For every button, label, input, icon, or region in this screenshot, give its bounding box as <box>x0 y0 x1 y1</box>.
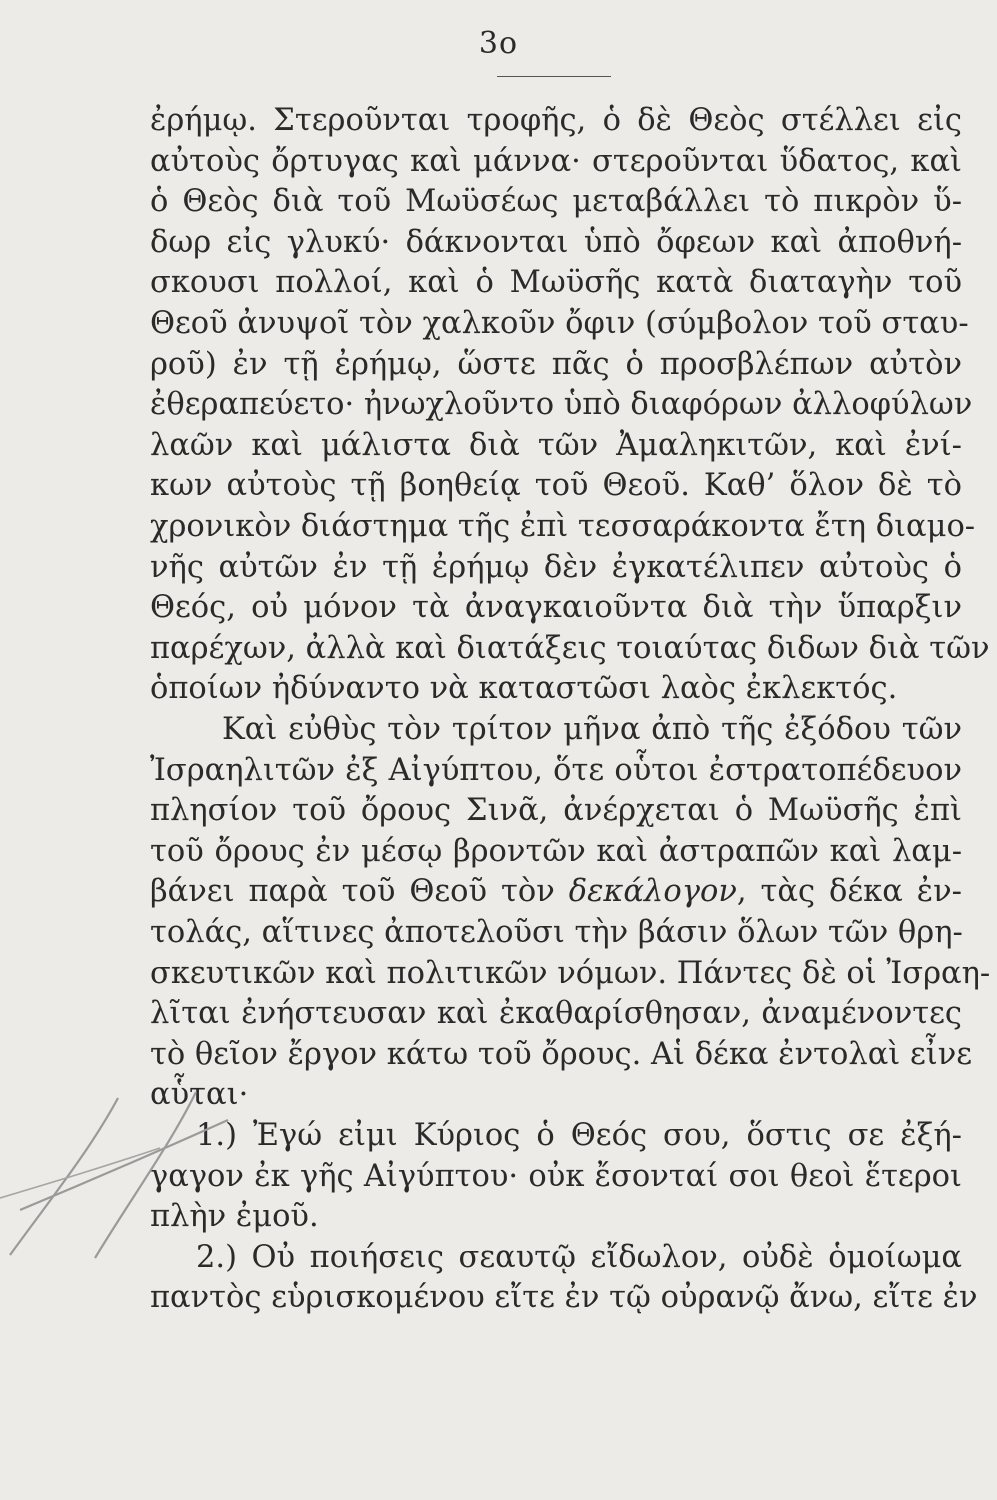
text-segment: , τὰς δέκα ἐν- <box>736 874 962 910</box>
text-line: πλὴν ἐμοῦ. <box>150 1199 319 1235</box>
page-number: 3o <box>478 26 519 61</box>
text-line: νῆς αὐτῶν ἐν τῇ ἐρήμῳ δὲν ἐγκατέλιπεν αὐτοὺς ὁ <box>150 549 962 585</box>
text-line: τοῦ ὄρους ἐν μέσῳ βροντῶν καὶ ἀστραπῶν καὶ λαμ- <box>150 833 962 869</box>
header-rule <box>497 76 611 77</box>
pencil-mark <box>0 1090 230 1260</box>
text-line: κων αὐτοὺς τῇ βοηθείᾳ τοῦ Θεοῦ. Καθ’ ὅλον δὲ τὸ <box>150 468 962 504</box>
emphasized-word: δεκάλογον <box>568 874 737 910</box>
text-line: χρονικὸν διάστημα τῆς ἐπὶ τεσσαράκοντα ἔτη διαμο- <box>150 509 976 544</box>
text-line <box>150 872 962 912</box>
text-segment: βάνει παρὰ τοῦ Θεοῦ τὸν <box>150 874 569 910</box>
text-line: ἐρήμῳ. Στεροῦνται τροφῆς, ὁ δὲ Θεὸς στέλλει εἰς <box>150 103 962 138</box>
text-line: πλησίον τοῦ ὄρους Σινᾶ, ἀνέρχεται ὁ Μωϋσῆς ἐπὶ <box>150 793 962 829</box>
text-line: 2.) Οὐ ποιήσεις σεαυτῷ εἴδωλον, οὐδὲ ὁμοίωμα <box>196 1239 962 1275</box>
text-line: λῖται ἐνήστευσαν καὶ ἐκαθαρίσθησαν, ἀναμένοντες <box>150 996 962 1032</box>
text-line: ροῦ) ἐν τῇ ἐρήμῳ, ὥστε πᾶς ὁ προσβλέπων αὐτὸν <box>150 346 962 382</box>
text-line: αὗται· <box>150 1077 249 1113</box>
text-line: σκευτικῶν καὶ πολιτικῶν νόμων. Πάντες δὲ οἱ Ἰσραη- <box>150 955 991 991</box>
text-line: λαῶν καὶ μάλιστα διὰ τῶν Ἀμαληκιτῶν, καὶ ἐνί- <box>150 427 962 463</box>
text-line: Θεός, οὐ μόνον τὰ ἀναγκαιοῦντα διὰ τὴν ὕπαρξιν <box>150 590 962 626</box>
text-line: ὁποίων ἠδύναντο νὰ καταστῶσι λαὸς ἐκλεκτός. <box>150 671 898 707</box>
text-line: παντὸς εὑρισκομένου εἴτε ἐν τῷ οὐρανῷ ἄνω, εἴτε ἐν <box>150 1280 978 1316</box>
text-line: τὸ θεῖον ἔργον κάτω τοῦ ὄρους. Αἱ δέκα ἐντολαὶ εἶνε <box>150 1036 973 1072</box>
text-line: σκουσι πολλοί, καὶ ὁ Μωϋσῆς κατὰ διαταγὴν τοῦ <box>150 265 962 301</box>
text-line: παρέχων, ἀλλὰ καὶ διατάξεις τοιαύτας διδων διὰ τῶν <box>150 630 990 666</box>
text-line: γαγον ἐκ γῆς Αἰγύπτου· οὐκ ἔσονταί σοι θεοὶ ἕτεροι <box>150 1158 962 1194</box>
text-line: δωρ εἰς γλυκύ· δάκνονται ὑπὸ ὄφεων καὶ ἀποθνή- <box>150 224 962 260</box>
text-line: Θεοῦ ἀνυψοῖ τὸν χαλκοῦν ὄφιν (σύμβολον τοῦ σταυ- <box>150 306 969 341</box>
text-line: αὐτοὺς ὄρτυγας καὶ μάννα· στεροῦνται ὕδατος, καὶ <box>150 143 962 179</box>
text-line: Ἰσραηλιτῶν ἐξ Αἰγύπτου, ὅτε οὗτοι ἐστρατοπέδευον <box>150 752 962 788</box>
text-line: ὁ Θεὸς διὰ τοῦ Μωϋσέως μεταβάλλει τὸ πικρὸν ὕ- <box>150 184 962 220</box>
text-line: τολάς, αἵτινες ἀποτελοῦσι τὴν βάσιν ὅλων τῶν θρη- <box>150 915 963 950</box>
text-line: ἐθεραπεύετο· ἠνωχλοῦντο ὑπὸ διαφόρων ἀλλοφύλων <box>150 387 973 423</box>
text-line: 1.) Ἐγώ εἰμι Κύριος ὁ Θεός σου, ὅστις σε ἐξή- <box>196 1118 962 1153</box>
text-line: Καὶ εὐθὺς τὸν τρίτον μῆνα ἀπὸ τῆς ἐξόδου τῶν <box>222 712 962 747</box>
